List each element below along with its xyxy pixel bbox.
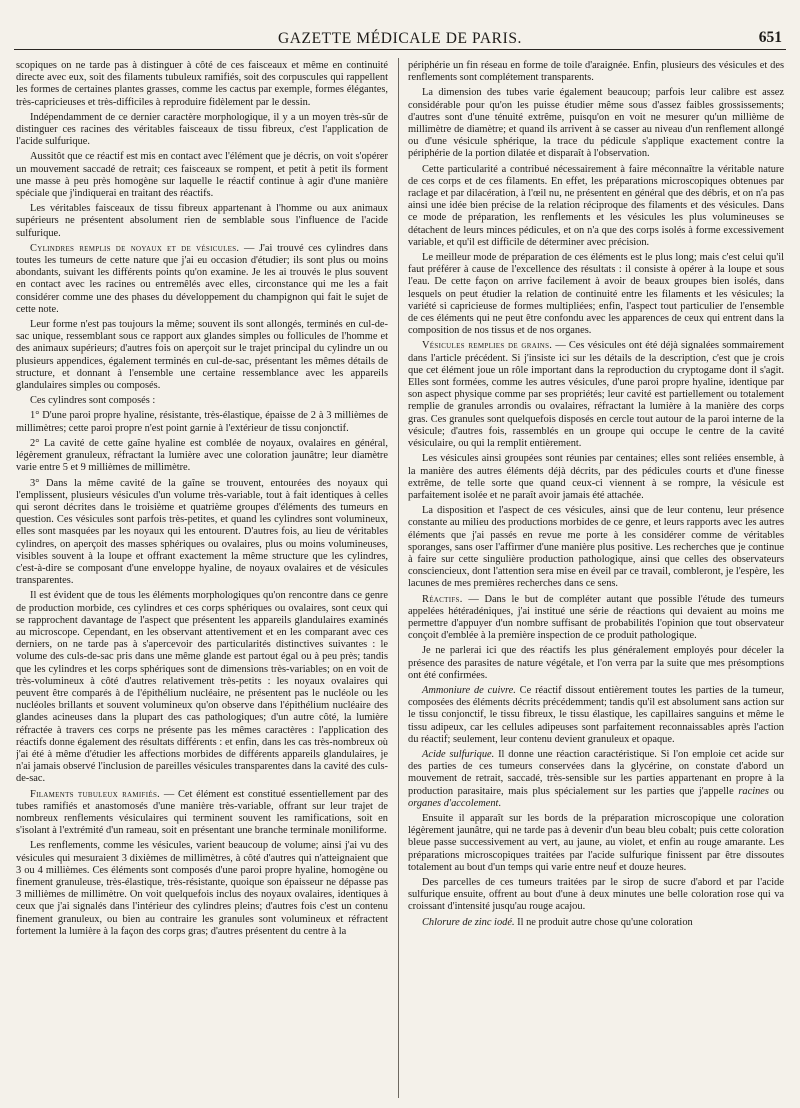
paragraph: Des parcelles de ces tumeurs traitées par le sirop de sucre d'abord et par l'acide sulfurique ensuite, offrent au bout d'une à deux minutes une belle coloration rose qui va croissant d'intensité jusqu'au rouge acajou. — [408, 877, 784, 913]
reagent-paragraph — [408, 917, 784, 929]
column-divider — [398, 58, 399, 1098]
paragraph: Leur forme n'est pas toujours la même; souvent ils sont allongés, terminés en cul-de-sac unique, ressemblant sous ce rapport aux glandes simples ou follicules de l'homme et des animaux supérieurs; d'autres fois on aperçoit sur le trajet principal du cylindre un ou plusieurs appendices, également terminés en cul-de-sac, présentant les mêmes détails de structure, et donnant à l'ensemble une certaine ressemblance avec les appareils glandulaires simples ou composés. — [16, 319, 388, 392]
reagent-text: Ce réactif dissout entièrement toutes les parties de la tumeur, composées des éléments décrits précédemment; tandis qu'il est absolument sans action sur le tissu conjonctif, le tissu fibreux, le tissu élastique, les capillaires sanguins et même le tissu adipeux, car les cellules adipeuses sont parfaitement reconnaissables après l'action du réactif; seulement, leur contenu devient granuleux et opaque. — [408, 684, 784, 745]
paragraph: Indépendamment de ce dernier caractère morphologique, il y a un moyen très-sûr de distinguer ces racines des véritables faisceaux de tissu fibreux, c'est l'application de l'acide sulfurique. — [16, 111, 388, 148]
section-text: — Ces vésicules ont été déjà signalées sommairement dans l'article précédent. Si j'insiste ici sur les détails de la description, c'est que je crois que cet élément joue un rôle important dans la reproduction du cryptogame dont il s'agit. Elles sont formées, comme les autres vésicules, d'une paroi propre hyaline, identique par son aspect physique comme par ses propriétés; leur cavité est partiellement ou totalement remplie de granules arrondis ou ovalaires, réfractant la lumière à la manière des corps gras. Ces granules sont quelquefois disposés en cercle tout autour de la paroi interne de la vésicule; d'autres fois, rassemblés en un groupe qui occupe le centre de la cavité vésiculaire, ou qui la remplit entièrement. — [408, 340, 784, 450]
paragraph: 3° Dans la même cavité de la gaîne se trouvent, entourées des noyaux qui l'emplissent, plusieurs vésicules d'un volume très-variable, tout à fait identiques à celles qui seront décrites dans le troisième et quatrième groupes d'éléments des tumeurs en question. Ces vésicules sont parfois très-petites, et quand les cylindres sont volumineux, elles sont masquées par les noyaux qui les entourent. D'autres fois, au lieu de véritables cylindres, on aperçoit des masses sphériques ou ovalaires, plus ou moins volumineuses, visibles souvent à la loupe et offrant exactement la même structure que les cylindres, c'est-à-dire se composant d'une enveloppe hyaline, de noyaux ovalaires et de vésicules transparentes. — [16, 477, 388, 587]
emphasis: organes d'accolement — [408, 797, 499, 809]
paragraph: Les renflements, comme les vésicules, varient beaucoup de volume; ainsi j'ai vu des vésicules qui mesuraient 3 dixièmes de millimètres, à côté d'autres qui n'atteignaient que 3 ou 4 millièmes. Ces éléments sont composés d'une paroi propre hyaline, homogène ou finement granuleuse, très-élastique, très-résistante, quoique son épaisseur ne dépasse pas 3 millièmes de millimètre. On voit quelquefois inclus des noyaux ovalaires, identiques à ceux que j'ai signalés dans l'intérieur des cylindres pleins; d'autres fois c'est un contenu finement granuleux, ou bien au contraire les granules sont volumineux et réfractent fortement la lumière à la façon des corps gras; d'autres présentent du centre à la — [16, 840, 388, 937]
section-text: — Cet élément est constitué essentiellement par des tubes ramifiés et anastomosés d'une manière très-variable, offrant sur leur trajet de nombreux renflements vésiculaires qui terminent souvent les ramifications, soit en s'isolant à l'extrémité d'un rameau, soit en présentant une branche terminale moniliforme. — [16, 788, 388, 837]
section-heading: Réactifs. — [422, 593, 463, 605]
section-paragraph — [16, 789, 388, 838]
section-text: — Dans le but de compléter autant que possible l'étude des tumeurs appelées hétéradéniques, j'ai institué une série de réactions qui devaient au moins me permettre d'appuyer d'un nombre suffisant de probabilités l'opinion que tout observateur conçoit d'emblée à la première inspection de ce produit pathologique. — [408, 593, 784, 642]
paragraph: Ensuite il apparaît sur les bords de la préparation microscopique une coloration légèrement jaunâtre, qui ne tarde pas à devenir d'un beau bleu cobalt; puis cette coloration bleue passe successivement au vert, au jaune, au violet, et enfin au rouge amarante. Les préparations microscopiques traitées par l'acide sulfurique finissent par être dissoutes totalement au bout d'un temps qui varie entre neuf et douze heures. — [408, 812, 784, 873]
right-column — [408, 60, 784, 1100]
paragraph: Cette particularité a contribué nécessairement à faire méconnaître la véritable nature de ces corps et de ces filaments. En effet, les préparations microscopiques obtenues par raclage et par dilacération, à l'œil nu, ne présentent en général que des débris, et on n'a pas ainsi une idée bien précise de la relation réciproque des filaments et des vésicules. Dans ce mode de préparation, les renflements et les vésicules les plus volumineuses se détachent de leurs minces pédicules, et on n'a que des corps isolés à forme excessivement variable, et qu'il est difficile de déterminer avec précision. — [408, 163, 784, 248]
paragraph: 1° D'une paroi propre hyaline, résistante, très-élastique, épaisse de 2 à 3 millièmes de millimètres; cette paroi propre n'est point garnie à l'extérieur de tissu conjonctif. — [16, 410, 388, 434]
journal-title: GAZETTE MÉDICALE DE PARIS. — [277, 30, 523, 47]
paragraph: périphérie un fin réseau en forme de toile d'araignée. Enfin, plusieurs des vésicules et des renflements sont complétement transparents. — [408, 60, 784, 84]
section-heading: Vésicules remplies de grains. — [422, 340, 553, 352]
paragraph: Les vésicules ainsi groupées sont réunies par centaines; elles sont reliées ensemble, à la manière des autres éléments déjà décrits, par des pédicules courts et d'une finesse extrême, de telle sorte que quand ceux-ci viennent à se rompre, la vésicule est parfaitement isolée et ne paraît avoir jamais été attachée. — [408, 453, 784, 501]
reagent-paragraph — [408, 749, 784, 810]
paragraph: Je ne parlerai ici que des réactifs les plus généralement employés pour déceler la présence des parasites de nature végétale, et l'on verra par la suite que mes présomptions ont été confirmées. — [408, 645, 784, 681]
reagent-text: Il ne produit autre chose qu'une coloration — [514, 916, 693, 928]
reagent-name: Chlorure de zinc iodé. — [422, 916, 515, 928]
section-heading: Cylindres remplis de noyaux et de vésicules. — [30, 242, 240, 254]
section-paragraph — [408, 340, 784, 450]
paragraph: Le meilleur mode de préparation de ces éléments est le plus long; mais c'est celui qu'il faut préférer à cause de l'excellence des résultats : il consiste à opérer à la loupe et sous l'eau. De cette façon on arrive facilement à avoir de beaux groupes bien isolés, dans lesquels on peut étudier la relation de continuité entre les filaments et les vésicules; la variété si capricieuse de formes multipliées; enfin, l'aspect tout particulier de l'ensemble de ces éléments qui ne peut être confondu avec les apparences de ceux qui entrent dans la composition de nos tissus et de nos organes. — [408, 252, 784, 337]
paragraph: 2° La cavité de cette gaîne hyaline est comblée de noyaux, ovalaires en général, légèrement granuleux, réfractant la lumière avec une coloration jaunâtre; leur diamètre varie entre 5 et 9 millièmes de millimètre. — [16, 437, 388, 474]
paragraph: Ces cylindres sont composés : — [30, 395, 156, 407]
left-column — [16, 60, 388, 1100]
reagent-text: Il donne une réaction caractéristique. Si l'on emploie cet acide sur des parties de ces tumeurs conservées dans la glycérine, on constate d'abord un mouvement de retrait, saccadé, très-sensible sur les parties appartenant en propre à la production parasitaire, mais plus spécialement sur les parties que j'appelle — [408, 748, 784, 797]
paragraph: Il est évident que de tous les éléments morphologiques qu'on rencontre dans ce genre de production morbide, ces cylindres et ces corps sphériques ou ovalaires, sont ceux qui se rapprochent davantage de l'aspect que présentent les appareils glandulaires examinés au microscope. Cependant, en les observant attentivement et en les comparant avec ces derniers, on ne tarde pas à s'apercevoir des particularités distinctives suivantes : le volume des culs-de-sac pris dans une même glande est partout égal ou à peu près; tandis que les cylindres et les corps sphériques sont de dimensions très-variables; on en voit de très-volumineux à côté d'autres relativement très-petits : les noyaux ovalaires qui peuvent être comparés à de l'épithélium nucléaire, ne présentent pas le nucléole ou les nucléoles brillants et souvent volumineux qu'on observe dans l'épithélium nucléaire des glandes acineuses dans la plupart des cas pathologiques; d'un autre côté, la lumière réfractée à travers ces corps ne présente pas les mêmes caractères : l'application des réactifs donne également des résultats différents : et enfin, dans les cas très-nombreux où j'ai été à même d'étudier les affections morbides de différents appareils glandulaires, je n'ai jamais observé l'inclusion de pareilles vésicules transparentes dans la cavité des culs-de-sac. — [16, 590, 388, 785]
reagent-text: . — [498, 797, 502, 809]
emphasis: racines — [738, 785, 769, 797]
section-paragraph — [408, 594, 784, 643]
section-heading: Filaments tubuleux ramifiés. — [30, 788, 161, 800]
reagent-text: ou — [768, 785, 784, 797]
section-text: — J'ai trouvé ces cylindres dans toutes les tumeurs de cette nature que j'ai eu occasion d'étudier; ils sont plus ou moins abondants, suivant les différents points qu'on examine. Je les ai trouvés le plus souvent en contact avec les racines ou entremêlés avec elles, circonstance qui me les a fait considérer comme une des phases du développement du champignon qui fait le sujet de cette note. — [16, 242, 388, 315]
paragraph: La dimension des tubes varie également beaucoup; parfois leur calibre est assez considérable pour qu'on les puisse étudier même sous d'assez faibles grossissements; d'autres sont d'une ténuité extrême, puisqu'on en voit ne mesurer qu'un millième de millimètre de diamètre; et quand ils arrivent à se casser au niveau d'un renflement allongé ou d'une vésicule sphérique, la trace du pédicule s'applique exactement contre la périphérie de la portion dilatée et disparaît à l'observation. — [408, 87, 784, 160]
reagent-paragraph — [408, 685, 784, 746]
paragraph: Les véritables faisceaux de tissu fibreux appartenant à l'homme ou aux animaux supérieurs ne présentent absolument rien de semblable sous l'influence de l'acide sulfurique. — [16, 203, 388, 239]
page-header — [14, 26, 786, 50]
paragraph: scopiques on ne tarde pas à distinguer à côté de ces faisceaux et même en continuité directe avec eux, soit des filaments tubuleux ramifiés, soit des corpuscules qui rappellent les formes de certaines plantes grasses, comme les cactus par exemple, formes élégantes, très-capricieuses et très-difficiles à reproduire fidèlement par le dessin. — [16, 60, 388, 108]
reagent-name: Ammoniure de cuivre. — [422, 684, 516, 696]
reagent-name: Acide sulfurique. — [422, 748, 495, 760]
paragraph: Aussitôt que ce réactif est mis en contact avec l'élément que je décris, on voit s'opérer un mouvement saccadé de retrait; ces faisceaux se rompent, et petit à petit ils forment une masse à peu près homogène sur laquelle le réactif continue à agir d'une manière spéciale que j'indiquerai en traitant des réactifs. — [16, 151, 388, 200]
paragraph: La disposition et l'aspect de ces vésicules, ainsi que de leur contenu, leur présence constante au milieu des productions morbides de ce genre, et leurs rapports avec les autres éléments que j'ai passés en revue me porte à les considérer comme de véritables sporanges, sans oser l'affirmer d'une manière plus positive. Les recherches que je continue à faire sur cette singulière production pathologique, ainsi que celles des observateurs consciencieux, dont l'attention sera mise en éveil par ce travail, combleront, je l'espère, les lacunes de mes premières recherches dans ce sens. — [408, 505, 784, 590]
section-paragraph — [16, 243, 388, 316]
page-number: 651 — [758, 29, 782, 46]
